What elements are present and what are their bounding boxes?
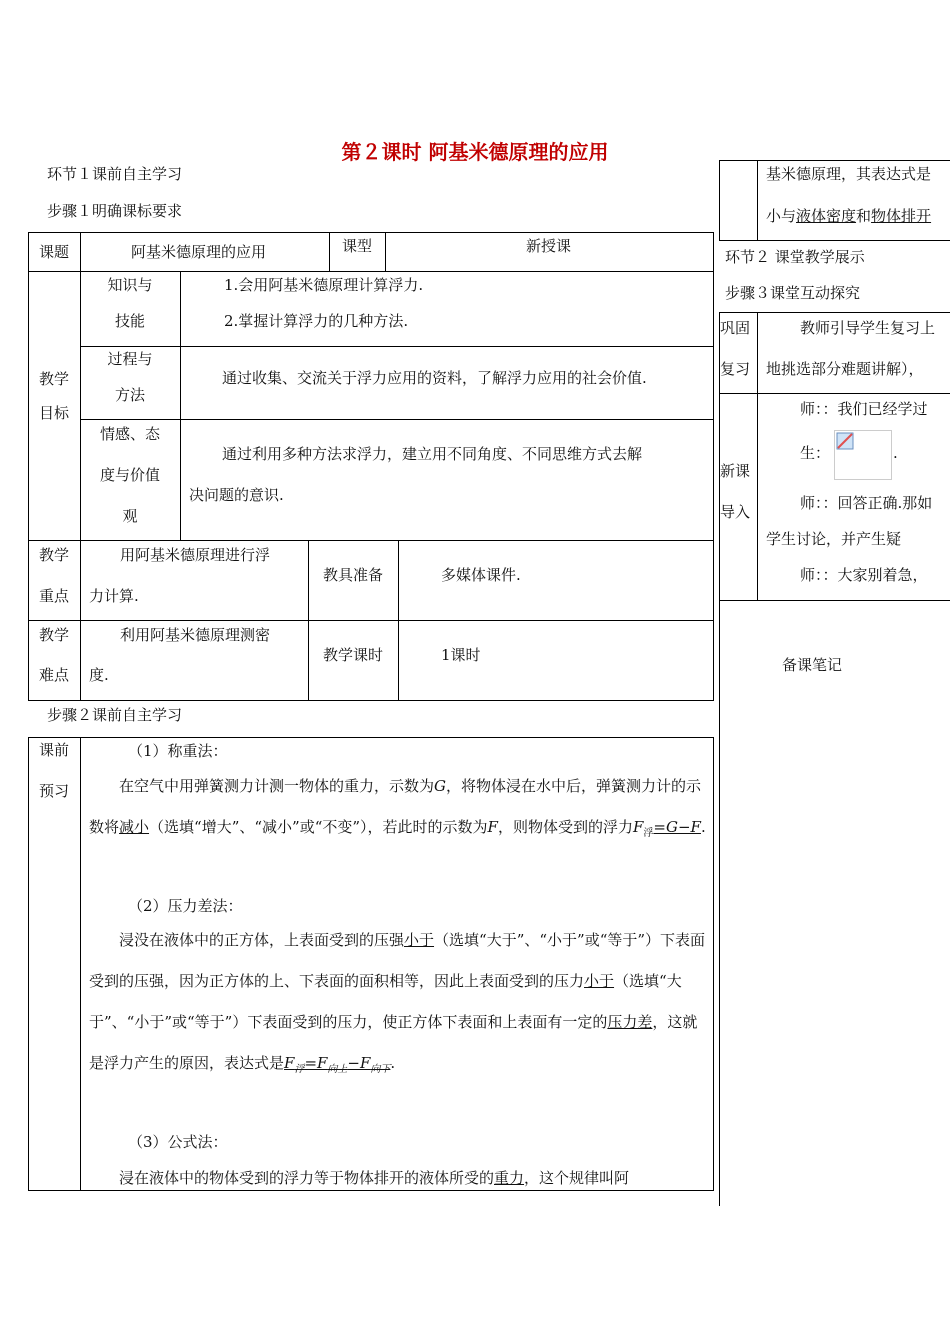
broken-image-icon — [834, 430, 892, 480]
type-value: 新授课 — [526, 237, 572, 255]
answer-displaced: 物体排开 — [871, 207, 932, 225]
answer-formula-2: $F_浮=F_{向上}-F_{向下}$ — [284, 1054, 391, 1075]
emotion-text-2: 决问题的意识. — [189, 486, 284, 504]
keypoint-text-1: 用阿基米德原理进行浮 — [120, 546, 271, 564]
difficulty-text-1: 利用阿基米德原理测密 — [120, 626, 271, 644]
method1-title: （1）称重法： — [128, 742, 228, 760]
label-preview-1: 课前 — [38, 741, 69, 759]
answer-pressure-diff: 压力差 — [607, 1013, 653, 1031]
answer-liquid-density: 液体密度 — [796, 207, 857, 225]
label-knowledge-1: 知识与 — [107, 276, 153, 294]
notes-heading: 备课笔记 — [782, 656, 843, 674]
intro-text-1: 师：：我们已经学过 — [800, 400, 928, 418]
difficulty-text-2: 度. — [89, 666, 109, 684]
label-goals-1: 教学 — [38, 370, 69, 388]
right-top-line-1: 基米德原理，其表达式是 — [766, 165, 932, 183]
tools-value: 多媒体课件. — [441, 566, 521, 584]
label-preview-2: 预习 — [38, 782, 69, 800]
intro-text-2: 生： — [800, 444, 831, 462]
answer-decrease: 减小 — [119, 818, 150, 836]
section-heading: 环节１课前自主学习 — [47, 165, 183, 183]
step-heading: 步骤１明确课标要求 — [47, 202, 183, 220]
method2-title: （2）压力差法： — [128, 897, 243, 915]
label-tools: 教具准备 — [322, 566, 383, 584]
answer-formula-1: =G−F — [653, 818, 701, 836]
label-review-1: 巩固 — [719, 319, 750, 337]
right-top-line-2: 小与液体密度和物体排开 — [766, 207, 932, 225]
review-text-2: 地挑选部分难题讲解）， — [766, 360, 924, 378]
keypoint-text-2: 力计算. — [89, 587, 139, 605]
label-emotion-3: 观 — [122, 507, 138, 525]
intro-text-5: 师：：大家别着急， — [800, 566, 928, 584]
method3-paragraph: 浸在液体中的物体受到的浮力等于物体排开的液体所受的重力，这个规律叫阿 — [119, 1169, 630, 1187]
label-topic: 课题 — [38, 243, 69, 261]
step-heading: 步骤３课堂互动探究 — [725, 284, 861, 302]
knowledge-item-1: 1.会用阿基米德原理计算浮力. — [224, 276, 424, 294]
section-heading: 环节２ 课堂教学展示 — [725, 248, 865, 266]
step-heading: 步骤２课前自主学习 — [47, 706, 183, 724]
emotion-text-1: 通过利用多种方法求浮力，建立用不同角度、不同思维方式去解 — [222, 445, 643, 463]
review-text-1: 教师引导学生复习上 — [800, 319, 936, 337]
answer-less-2: 小于 — [584, 972, 615, 990]
method2-paragraph: 浸没在液体中的正方体，上表面受到的压强小于（选填“大于”、“小于”或“等于”）下表面受到的压强，因为正方体的上、下表面的面积相等，因此上表面受到的压力小于（选填“大于”、“小于”或“等于”）下表面受到的压力，使正方体下表面和上表面有一定的压力差，这就是浮力产生的原因，表达式是$F_浮=F_{向上}-F_{向下}$. — [89, 931, 706, 1075]
method1-paragraph: 在空气中用弹簧测力计测一物体的重力，示数为G，将物体浸在水中后，弹簧测力计的示数将减小（选填“增大”、“减小”或“不变”），若此时的示数为F，则物体受到的浮力$F_浮=G-F$. — [89, 777, 706, 839]
label-difficulty-2: 难点 — [38, 666, 69, 684]
label-process-1: 过程与 — [107, 350, 153, 368]
label-difficulty-1: 教学 — [38, 626, 69, 644]
answer-less-1: 小于 — [404, 931, 435, 949]
label-knowledge-2: 技能 — [114, 312, 145, 330]
label-emotion-2: 度与价值 — [99, 466, 160, 484]
intro-text-2-end: . — [893, 444, 898, 462]
hours-value: 1课时 — [441, 646, 481, 664]
intro-text-4: 学生讨论，并产生疑 — [766, 530, 902, 548]
label-keypoint-1: 教学 — [38, 546, 69, 564]
label-keypoint-2: 重点 — [38, 587, 69, 605]
label-goals-2: 目标 — [38, 404, 69, 422]
topic-value: 阿基米德原理的应用 — [131, 243, 267, 261]
label-process-2: 方法 — [114, 386, 145, 404]
label-type: 课型 — [341, 237, 372, 255]
method3-title: （3）公式法： — [128, 1133, 228, 1151]
label-new-1: 新课 — [719, 462, 750, 480]
page-title: 第２课时 阿基米德原理的应用 — [341, 140, 609, 164]
process-text: 通过收集、交流关于浮力应用的资料，了解浮力应用的社会价值. — [222, 369, 647, 387]
knowledge-item-2: 2.掌握计算浮力的几种方法. — [224, 312, 409, 330]
intro-text-3: 师：：回答正确.那如 — [800, 494, 933, 512]
label-hours: 教学课时 — [322, 646, 383, 664]
label-emotion-1: 情感、态 — [99, 425, 160, 443]
answer-gravity: 重力 — [494, 1169, 525, 1187]
label-review-2: 复习 — [719, 360, 750, 378]
label-new-2: 导入 — [719, 503, 750, 521]
